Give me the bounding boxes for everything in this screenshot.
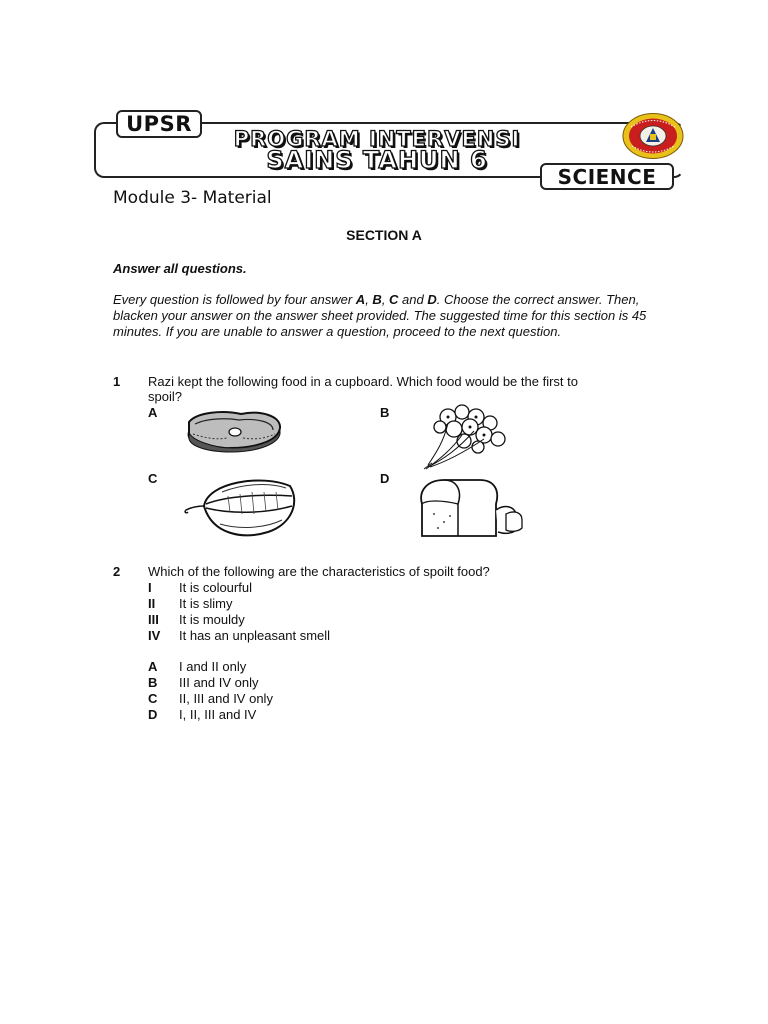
section-title: SECTION A: [346, 227, 422, 243]
question-text: spoil?: [148, 389, 182, 404]
option-label-a: A: [148, 405, 158, 420]
option-text: I, II, III and IV: [179, 707, 257, 722]
option-label-b: B: [148, 675, 158, 690]
instruction-heading: Answer all questions.: [113, 261, 247, 276]
option-label-c: C: [148, 691, 158, 706]
statement-numeral: III: [148, 612, 159, 627]
option-label-c: C: [148, 471, 158, 486]
subject-label: SCIENCE: [540, 163, 674, 190]
statement-numeral: II: [148, 596, 156, 611]
statement-numeral: IV: [148, 628, 161, 643]
statement-text: It is colourful: [179, 580, 252, 595]
option-text: I and II only: [179, 659, 247, 674]
upsr-label: UPSR: [116, 110, 202, 138]
meat-slice-image: [183, 408, 285, 453]
statement-text: It is slimy: [179, 596, 233, 611]
option-label-d: D: [380, 471, 390, 486]
statement-numeral: I: [148, 580, 152, 595]
statement-text: It has an unpleasant smell: [179, 628, 331, 643]
program-subtitle: SAINS TAHUN 6: [266, 146, 488, 174]
statement-text: It is mouldy: [179, 612, 245, 627]
intro-paragraph: Every question is followed by four answer A, B, C and D. Choose the correct answer. Then, blacken your answer on the answer sheet provided. The suggested time for this section is 45 minutes. If you are unable to answer a question, proceed to the next question.: [113, 292, 647, 339]
option-label-a: A: [148, 659, 158, 674]
vegetable-bunch-image: [418, 403, 512, 471]
option-label-b: B: [380, 405, 390, 420]
bread-loaf-image: [414, 474, 526, 544]
question-number: 1: [113, 374, 121, 389]
option-label-d: D: [148, 707, 158, 722]
starfruit-image: [182, 472, 300, 540]
option-text: III and IV only: [179, 675, 259, 690]
program-title: PROGRAM INTERVENSI: [233, 127, 521, 151]
question-number: 2: [113, 564, 121, 579]
option-text: II, III and IV only: [179, 691, 273, 706]
question-text: Which of the following are the characteristics of spoilt food?: [148, 564, 490, 579]
school-emblem-logo: [622, 112, 684, 160]
module-title: Module 3- Material: [113, 188, 272, 208]
question-text: Razi kept the following food in a cupboard. Which food would be the first to: [148, 374, 578, 389]
